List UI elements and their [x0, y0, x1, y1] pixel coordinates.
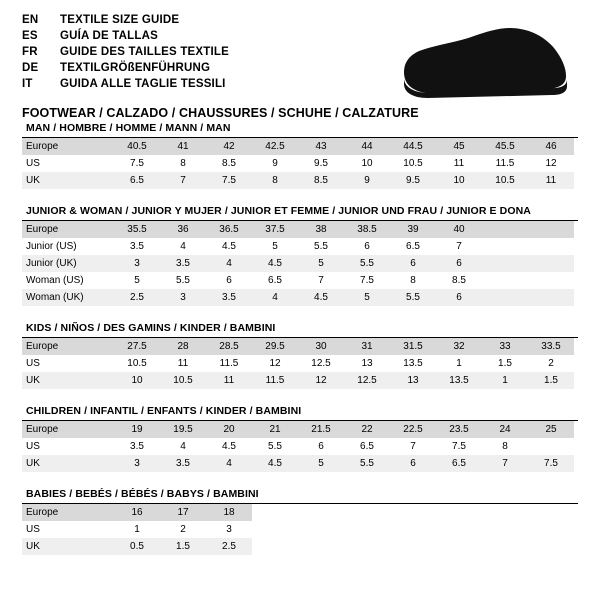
language-row — [22, 62, 229, 78]
size-cell: 28.5 — [206, 338, 252, 355]
size-cell — [298, 538, 344, 555]
language-title: TEXTILE SIZE GUIDE — [60, 14, 180, 26]
size-cell: 10.5 — [160, 372, 206, 389]
size-cell: 29.5 — [252, 338, 298, 355]
size-cell: 5.5 — [390, 289, 436, 306]
size-table — [22, 421, 574, 472]
row-label: Europe — [22, 504, 114, 521]
language-title: TEXTILGRÖßENFÜHRUNG — [60, 62, 211, 74]
size-cell — [482, 238, 528, 255]
size-cell: 2 — [548, 358, 554, 369]
size-cell: 10 — [436, 172, 482, 189]
size-cell: 4.5 — [252, 255, 298, 272]
size-cell: 38.5 — [344, 221, 390, 238]
size-cell — [528, 538, 574, 555]
size-cell — [528, 289, 574, 306]
size-cell: 44.5 — [390, 138, 436, 155]
row-label: UK — [22, 538, 114, 555]
table-row — [22, 504, 574, 521]
size-cell: 17 — [160, 504, 206, 521]
size-cell: 39 — [390, 221, 436, 238]
size-cell: 13 — [361, 358, 373, 369]
size-cell: 36.5 — [206, 221, 252, 238]
row-label: Europe — [22, 221, 114, 238]
size-table — [22, 338, 574, 389]
size-cell: 21 — [252, 421, 298, 438]
size-cell: 6.5 — [114, 172, 160, 189]
size-cell: 3.5 — [160, 455, 206, 472]
size-cell: 0.5 — [114, 538, 160, 555]
table-row — [22, 272, 574, 289]
size-cell: 12.5 — [344, 372, 390, 389]
size-cell: 8 — [252, 172, 298, 189]
size-cell: 18 — [206, 504, 252, 521]
size-cell: 3.5 — [130, 241, 144, 252]
size-cell: 6 — [226, 275, 232, 286]
size-cell: 4 — [252, 289, 298, 306]
size-cell: 38 — [298, 221, 344, 238]
size-cell — [298, 521, 344, 538]
size-cell: 6.5 — [436, 455, 482, 472]
size-cell: 1 — [134, 524, 140, 535]
row-label: US — [26, 358, 40, 369]
size-cell: 6.5 — [268, 275, 282, 286]
size-table — [22, 138, 574, 189]
size-group — [22, 322, 578, 389]
size-cell: 45 — [436, 138, 482, 155]
footwear-heading: FOOTWEAR / CALZADO / CHAUSSURES / SCHUHE / CALZATURE — [22, 106, 419, 120]
size-group — [22, 405, 578, 472]
size-cell: 4.5 — [222, 441, 236, 452]
size-group-title: CHILDREN / INFANTIL / ENFANTS / KINDER / BAMBINI — [22, 405, 578, 421]
size-cell: 6 — [436, 255, 482, 272]
size-cell — [390, 504, 436, 521]
size-group-title: KIDS / NIÑOS / DES GAMINS / KINDER / BAMBINI — [22, 322, 578, 338]
size-cell: 12 — [545, 158, 557, 169]
size-cell: 6 — [436, 289, 482, 306]
size-cell: 7.5 — [206, 172, 252, 189]
size-cell — [528, 504, 574, 521]
dress-shoe-icon — [378, 22, 568, 104]
document-header — [22, 14, 578, 120]
size-cell: 21.5 — [298, 421, 344, 438]
size-cell: 3 — [114, 455, 160, 472]
size-cell: 4.5 — [298, 289, 344, 306]
size-group — [22, 488, 578, 555]
row-label: UK — [22, 172, 114, 189]
language-code: FR — [22, 46, 38, 58]
size-cell: 3 — [226, 524, 232, 535]
size-cell: 23.5 — [436, 421, 482, 438]
size-cell: 19.5 — [160, 421, 206, 438]
size-cell: 5.5 — [268, 441, 282, 452]
size-cell: 46 — [528, 138, 574, 155]
size-cell: 7 — [160, 172, 206, 189]
size-cell: 45.5 — [482, 138, 528, 155]
size-cell: 11 — [177, 358, 189, 369]
size-cell — [482, 504, 528, 521]
size-cell: 33.5 — [528, 338, 574, 355]
size-cell: 1.5 — [160, 538, 206, 555]
size-cell: 7 — [318, 275, 324, 286]
size-cell — [482, 255, 528, 272]
size-cell: 10 — [114, 372, 160, 389]
size-cell: 8 — [410, 275, 416, 286]
size-cell: 12.5 — [311, 358, 331, 369]
table-row — [22, 538, 574, 555]
size-cell: 36 — [160, 221, 206, 238]
table-row — [22, 289, 574, 306]
language-title: GUIDA ALLE TAGLIE TESSILI — [60, 78, 226, 90]
table-row — [22, 172, 574, 189]
size-cell: 2.5 — [206, 538, 252, 555]
size-cell: 10.5 — [403, 158, 423, 169]
size-group-title: MAN / HOMBRE / HOMME / MANN / MAN — [22, 122, 578, 138]
size-cell: 5 — [134, 275, 140, 286]
table-row — [22, 155, 574, 172]
size-cell: 3 — [114, 255, 160, 272]
size-cell: 19 — [114, 421, 160, 438]
size-cell: 6 — [390, 255, 436, 272]
size-cell: 5 — [298, 255, 344, 272]
size-group-title: BABIES / BEBÉS / BÉBÉS / BABYS / BAMBINI — [22, 488, 578, 504]
size-cell: 5.5 — [176, 275, 190, 286]
size-cell: 3.5 — [206, 289, 252, 306]
row-label: US — [26, 524, 40, 535]
size-cell: 12 — [269, 358, 281, 369]
size-cell: 22 — [344, 421, 390, 438]
size-cell: 11.5 — [219, 358, 239, 369]
language-title-list — [22, 14, 229, 94]
size-cell: 1 — [456, 358, 462, 369]
size-cell: 7 — [456, 241, 462, 252]
size-cell: 4 — [180, 441, 186, 452]
size-cell: 3.5 — [130, 441, 144, 452]
size-cell — [528, 521, 574, 538]
size-cell: 4 — [206, 455, 252, 472]
size-cell: 40 — [436, 221, 482, 238]
size-cell — [390, 521, 436, 538]
size-cell — [252, 521, 298, 538]
size-cell: 9 — [272, 158, 278, 169]
size-cell: 4.5 — [252, 455, 298, 472]
language-code: EN — [22, 14, 39, 26]
size-cell — [528, 255, 574, 272]
table-row — [22, 355, 574, 372]
size-cell — [344, 521, 390, 538]
size-group — [22, 205, 578, 306]
size-cell: 6 — [390, 455, 436, 472]
size-cell: 5.5 — [344, 255, 390, 272]
size-group — [22, 122, 578, 189]
size-cell: 42 — [206, 138, 252, 155]
language-code: DE — [22, 62, 39, 74]
size-cell: 10.5 — [482, 172, 528, 189]
size-cell: 7.5 — [528, 455, 574, 472]
size-cell: 11.5 — [252, 372, 298, 389]
table-row — [22, 372, 574, 389]
size-cell: 2 — [180, 524, 186, 535]
row-label: Junior (US) — [26, 241, 77, 252]
size-cell: 4.5 — [222, 241, 236, 252]
language-code: IT — [22, 78, 33, 90]
size-cell: 1.5 — [528, 372, 574, 389]
size-cell: 9.5 — [390, 172, 436, 189]
size-cell: 7.5 — [452, 441, 466, 452]
size-cell — [528, 238, 574, 255]
size-cell: 13 — [390, 372, 436, 389]
size-cell — [482, 538, 528, 555]
size-cell: 8 — [502, 441, 508, 452]
size-cell: 3 — [160, 289, 206, 306]
language-row — [22, 78, 229, 94]
size-cell: 1.5 — [498, 358, 512, 369]
size-cell — [436, 504, 482, 521]
table-row — [22, 238, 574, 255]
row-label: Europe — [22, 338, 114, 355]
size-cell: 22.5 — [390, 421, 436, 438]
size-cell — [252, 504, 298, 521]
size-cell — [482, 289, 528, 306]
size-cell: 27.5 — [114, 338, 160, 355]
size-cell: 6 — [364, 241, 370, 252]
table-row — [22, 138, 574, 155]
size-cell: 11 — [528, 172, 574, 189]
language-code: ES — [22, 30, 38, 42]
size-cell: 13.5 — [403, 358, 423, 369]
table-row — [22, 338, 574, 355]
size-cell: 8.5 — [452, 275, 466, 286]
size-cell: 12 — [298, 372, 344, 389]
size-table — [22, 221, 574, 306]
size-cell: 41 — [160, 138, 206, 155]
size-cell: 3.5 — [160, 255, 206, 272]
size-cell: 6.5 — [360, 441, 374, 452]
size-cell: 35.5 — [114, 221, 160, 238]
size-cell: 44 — [344, 138, 390, 155]
size-cell: 32 — [436, 338, 482, 355]
size-cell: 9 — [344, 172, 390, 189]
size-cell — [482, 221, 528, 238]
size-cell: 11.5 — [495, 158, 515, 169]
table-row — [22, 255, 574, 272]
size-cell — [436, 538, 482, 555]
size-cell: 40.5 — [114, 138, 160, 155]
size-cell — [528, 272, 574, 289]
size-cell: 37.5 — [252, 221, 298, 238]
size-cell: 20 — [206, 421, 252, 438]
size-cell: 13.5 — [436, 372, 482, 389]
size-cell: 8 — [180, 158, 186, 169]
language-title: GUIDE DES TAILLES TEXTILE — [60, 46, 229, 58]
size-cell: 43 — [298, 138, 344, 155]
size-cell: 8.5 — [222, 158, 236, 169]
size-cell: 7 — [410, 441, 416, 452]
size-cell — [528, 221, 574, 238]
size-cell: 42.5 — [252, 138, 298, 155]
language-title: GUÍA DE TALLAS — [60, 30, 158, 42]
size-cell — [482, 521, 528, 538]
size-cell: 10 — [361, 158, 373, 169]
size-cell: 11 — [206, 372, 252, 389]
row-label: US — [26, 158, 40, 169]
size-cell: 11 — [453, 158, 465, 169]
row-label: Europe — [22, 421, 114, 438]
size-cell: 5 — [298, 455, 344, 472]
table-row — [22, 421, 574, 438]
size-table — [22, 504, 574, 555]
size-cell: 7.5 — [130, 158, 144, 169]
size-cell: 5.5 — [344, 455, 390, 472]
size-cell: 33 — [482, 338, 528, 355]
size-cell: 25 — [528, 421, 574, 438]
row-label: UK — [22, 372, 114, 389]
size-group-title: JUNIOR & WOMAN / JUNIOR Y MUJER / JUNIOR ET FEMME / JUNIOR UND FRAU / JUNIOR E DONA — [22, 205, 578, 221]
table-row — [22, 455, 574, 472]
size-cell: 31 — [344, 338, 390, 355]
size-cell — [344, 538, 390, 555]
row-label: Junior (UK) — [22, 255, 114, 272]
size-cell — [436, 521, 482, 538]
size-cell — [252, 538, 298, 555]
size-cell: 16 — [114, 504, 160, 521]
language-row — [22, 14, 229, 30]
size-cell: 1 — [482, 372, 528, 389]
table-row — [22, 221, 574, 238]
row-label: UK — [22, 455, 114, 472]
size-cell — [528, 438, 574, 455]
size-cell: 5 — [272, 241, 278, 252]
row-label: US — [26, 441, 40, 452]
size-cell: 2.5 — [114, 289, 160, 306]
size-cell: 6 — [318, 441, 324, 452]
size-tables-container — [22, 122, 578, 555]
table-row — [22, 438, 574, 455]
size-cell — [482, 272, 528, 289]
size-cell: 10.5 — [127, 358, 147, 369]
row-label: Woman (US) — [26, 275, 84, 286]
size-cell: 8.5 — [298, 172, 344, 189]
size-cell: 5 — [344, 289, 390, 306]
size-cell: 24 — [482, 421, 528, 438]
size-cell — [390, 538, 436, 555]
size-cell — [344, 504, 390, 521]
size-cell: 31.5 — [390, 338, 436, 355]
row-label: Europe — [22, 138, 114, 155]
size-cell — [298, 504, 344, 521]
table-row — [22, 521, 574, 538]
language-row — [22, 30, 229, 46]
size-cell: 6.5 — [406, 241, 420, 252]
size-cell: 28 — [160, 338, 206, 355]
size-cell: 7.5 — [360, 275, 374, 286]
size-cell: 4 — [180, 241, 186, 252]
size-cell: 5.5 — [314, 241, 328, 252]
size-cell: 4 — [206, 255, 252, 272]
size-cell: 30 — [298, 338, 344, 355]
size-cell: 7 — [482, 455, 528, 472]
size-cell: 9.5 — [314, 158, 328, 169]
language-row — [22, 46, 229, 62]
row-label: Woman (UK) — [22, 289, 114, 306]
